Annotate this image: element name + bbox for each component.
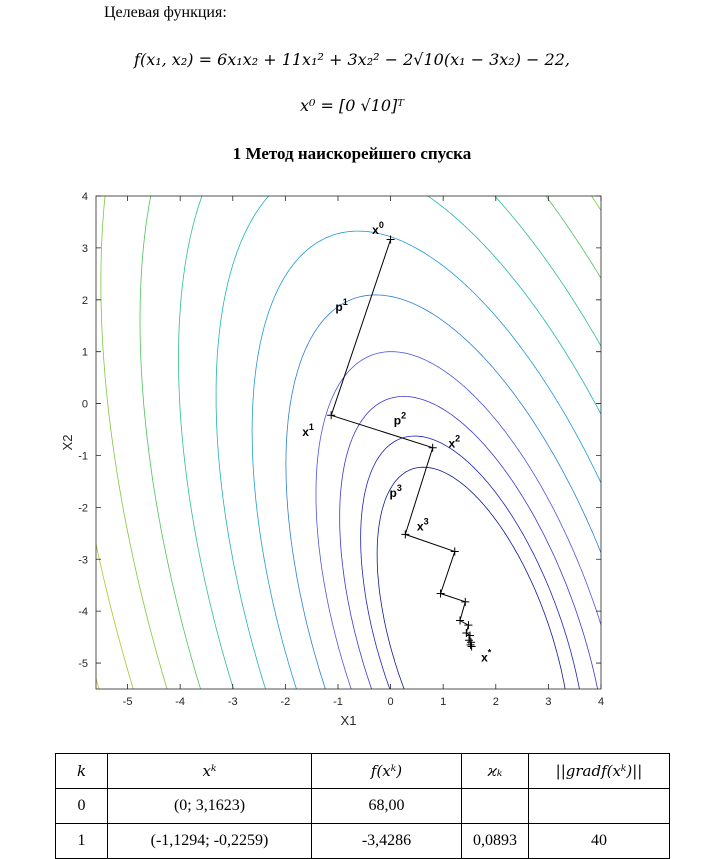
cell-grad: 40	[529, 824, 670, 859]
header-fxk: f(xᵏ)	[312, 754, 462, 789]
x-tick-label: -5	[122, 696, 133, 708]
x-tick-label: 0	[387, 696, 394, 708]
cell-k: 1	[56, 824, 108, 859]
cell-xk: (0; 3,1623)	[108, 789, 312, 824]
y-tick-label: -3	[78, 554, 88, 567]
cell-xk: (-1,1294; -0,2259)	[108, 824, 312, 859]
x-tick-label: -3	[227, 696, 238, 708]
table-row	[56, 824, 670, 859]
y-tick-label: 0	[81, 398, 88, 411]
point-annotation: $p^3$	[389, 482, 402, 500]
y-tick-label: 3	[81, 242, 88, 255]
x-tick-label: -4	[175, 696, 186, 708]
x-tick-label: 3	[545, 696, 552, 708]
intro-label: Целевая функция:	[104, 4, 227, 21]
objective-formula: f(x₁, x₂) = 6x₁x₂ + 11x₁² + 3x₂² − 2√10(x₁ − 3x₂) − 22,	[134, 50, 570, 69]
table-header-row	[56, 754, 670, 789]
results-table	[55, 753, 670, 859]
point-annotation: $p^2$	[393, 410, 407, 428]
x-tick-label: 1	[440, 696, 447, 708]
y-tick-label: 1	[81, 346, 88, 359]
x-tick-label: 2	[492, 696, 499, 708]
cell-fxk: 68,00	[312, 789, 462, 824]
x-tick-label: -1	[333, 696, 343, 708]
start-point-formula: x⁰ = [0 √10]ᵀ	[299, 96, 405, 115]
cell-kappa: 0,0893	[462, 824, 529, 859]
section-title: 1 Метод наискорейшего спуска	[232, 144, 472, 163]
y-tick-label: -1	[78, 450, 88, 463]
y-tick-label: -5	[78, 658, 88, 671]
x-tick-label: -2	[280, 696, 291, 708]
table-row	[56, 789, 670, 824]
cell-kappa	[462, 789, 529, 824]
point-annotation: $x^2$	[448, 433, 461, 451]
header-k: k	[56, 754, 108, 789]
y-axis-label: X2	[60, 434, 75, 451]
plot-area	[96, 196, 601, 689]
y-tick-label: -4	[78, 606, 88, 619]
point-annotation: $p^1$	[335, 297, 348, 315]
x-axis-label: X1	[340, 713, 357, 728]
header-xk: xᵏ	[108, 754, 312, 789]
point-annotation: $x^1$	[302, 421, 314, 439]
cell-k: 0	[56, 789, 108, 824]
y-tick-label: 2	[81, 294, 88, 307]
cell-fxk: -3,4286	[312, 824, 462, 859]
y-tick-label: -2	[78, 502, 88, 515]
contour-plot	[60, 182, 620, 732]
point-annotation: $x^3$	[416, 516, 429, 534]
header-grad: ||gradf(xᵏ)||	[529, 754, 670, 789]
point-annotation: x*	[481, 647, 492, 665]
y-tick-label: 4	[81, 191, 88, 203]
point-annotation: $x^0$	[372, 219, 384, 237]
x-tick-label: 4	[597, 696, 605, 708]
cell-grad	[529, 789, 670, 824]
header-kappa: ϰₖ	[462, 754, 529, 789]
